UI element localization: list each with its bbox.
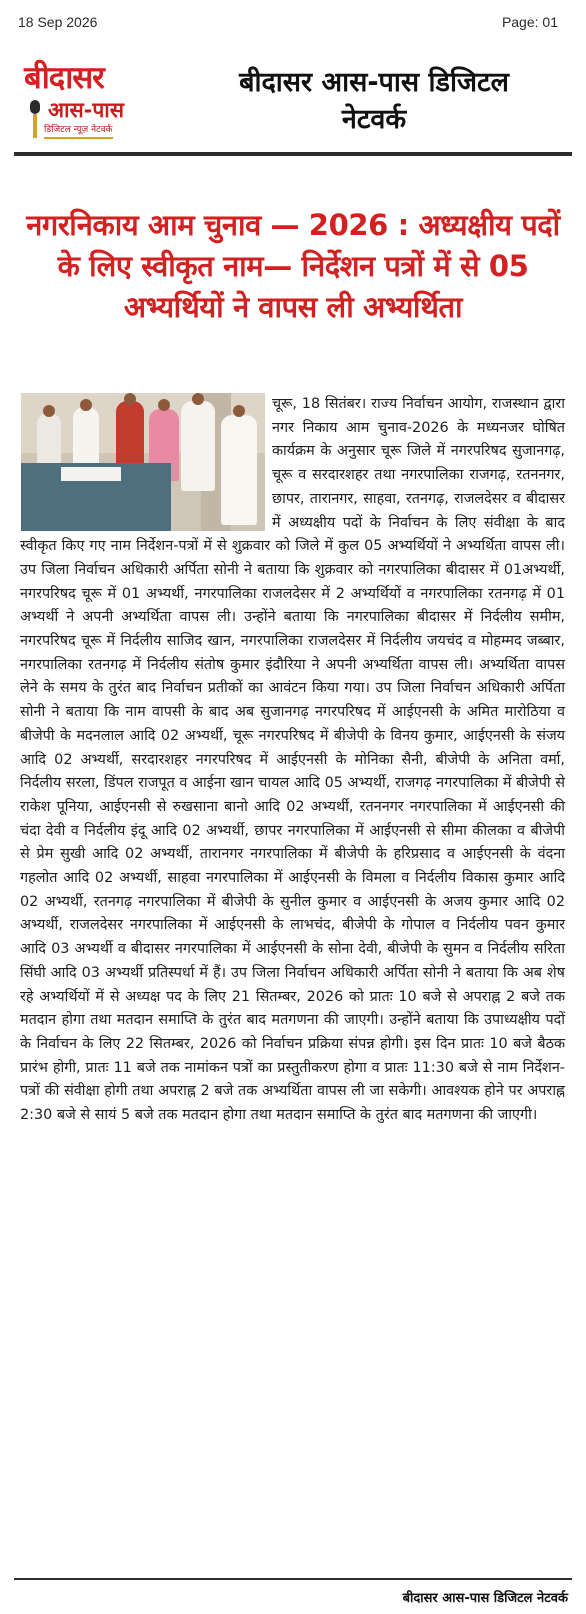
logo-sub-text: आस-पास	[48, 98, 124, 122]
brand-logo	[24, 60, 174, 142]
article-body-text: चूरू, 18 सितंबर। राज्य निर्वाचन आयोग, राजस्थान द्वारा नगर निकाय आम चुनाव-2026 के मध्यनजर घोषित कार्यक्रम के अनुसार चूरू जिले में नगरपरिषद सुजानगढ़, चूरू व सरदारशहर तथा नगरपालिका राजगढ़, रतननगर, छापर, तारानगर, साहवा, रतनगढ़, राजलदेसर व बीदासर में अध्यक्षीय पदों के निर्वाचन के लिए संवीक्षा के बाद स्वीकृत किए गए नाम निर्देशन-पत्रों में से शुक्रवार को जिले में कुल 05 अभ्यर्थियों ने अभ्यर्थिता वापस ली। उप जिला निर्वाचन अधिकारी अर्पिता सोनी ने बताया कि शुक्रवार को नगरपालिका बीदासर में 01अभ्यर्थी, नगरपरिषद चूरू में 01 अभ्यर्थी, नगरपालिका राजलदेसर में 2 अभ्यर्थियों व नगरपालिका रतनगढ़ में 01 अभ्यर्थी ने अपनी अभ्यर्थिता वापस ली। उन्होंने बताया कि नगरपालिका बीदासर में निर्दलीय समीम, नगरपरिषद चूरू में निर्दलीय साजिद खान, नगरपालिका राजलदेसर में निर्दलीय जयचंद व मोहम्मद जब्बार, नगरपालिका रतनगढ़ में निर्दलीय संतोष कुमार इंदौरिया ने अपनी अभ्यर्थिता वापस ली। अभ्यर्थिता वापस लेने के समय के तुरंत बाद निर्वाचन प्रतीकों का आवंटन किया गया। उप जिला निर्वाचन अधिकारी अर्पिता सोनी ने बताया कि नाम वापसी के बाद अब सुजानगढ़ नगरपरिषद में आईएनसी के अमित मारोठिया व बीजेपी के मदनलाल आदि 02 अभ्यर्थी, चूरू नगरपरिषद में बीजेपी के विनय कुमार, आईएनसी के संजय आदि 02 अभ्यर्थी, सरदारशहर नगरपरिषद में आईएनसी के मोनिका सैनी, बीजेपी के अनिता वर्मा, निर्दलीय सरला, डिंपल राजपूत व आईना खान चायल आदि 05 अभ्यर्थी, राजगढ़ नगरपालिका में बीजेपी से राकेश पूनिया, आईएनसी से रुखसाना बानो आदि 02 अभ्यर्थी, रतननगर नगरपालिका में आईएनसी की चंदा देवी व निर्दलीय इंदू आदि 02 अभ्यर्थी, छापर नगरपालिका में आईएनसी से सीमा कीलका व बीजेपी से प्रेम सुखी आदि 02 अभ्यर्थी, तारानगर नगरपालिका में बीजेपी के हरिप्रसाद व आईएनसी के वंदना गहलोत आदि 02 अभ्यर्थी, साहवा नगरपालिका में आईएनसी के विमला व निर्दलीय विकास कुमार आदि 02 अभ्यर्थी, रतनगढ़ नगरपालिका में बीजेपी के सुनील कुमार व आईएनसी के अजय कुमार आदि 02 अभ्यर्थी, राजलदेसर नगरपालिका में आईएनसी के लाभचंद, बीजेपी के गोपाल व निर्दलीय पवन कुमार आदि 03 अभ्यर्थी व बीदासर नगरपालिका में आईएनसी के सोना देवी, बीजेपी के सुमन व निर्दलीय सरिता सिंघी आदि 03 अभ्यर्थी प्रतिस्पर्धा में हैं। उप जिला निर्वाचन अधिकारी अर्पिता सोनी ने बताया कि अब शेष रहे अभ्यर्थियों में से अध्यक्ष पद के लिए 21 सितम्बर, 2026 को प्रातः 10 बजे से अपराह्न 2 बजे तक मतदान होगा तथा मतदान समाप्ति के तुरंत बाद मतगणना की जाएगी। उन्होंने बताया कि उपाध्यक्षीय पदों के निर्वाचन के लिए 22 सितम्बर, 2026 को निर्वाचन प्रक्रिया संपन्न होगी। इस दिन प्रातः 10 बजे बैठक प्रारंभ होगी, प्रातः 11 बजे तक नामांकन पत्रों का प्रस्तुतीकरण होगा व प्रातः 11:30 बजे से नाम निर्देशन-पत्रों की संवीक्षा होगी तथा अपराह्न 2 बजे तक अभ्यर्थिता वापस ली जा सकेगी। आवश्यक होने पर अपराह्न 2:30 बजे से सायं 5 बजे तक मतदान होगा तथा मतदान समाप्ति के तुरंत बाद मतगणना की जाएगी।	[20, 396, 565, 1124]
footer-brand: बीदासर आस-पास डिजिटल नेटवर्क	[402, 1591, 568, 1606]
masthead	[14, 52, 572, 150]
logo-tagline: डिजिटल न्यूज़ नेटवर्क	[44, 124, 113, 139]
issue-date: 18 Sep 2026	[18, 14, 98, 30]
page-header-bar	[0, 0, 586, 44]
microphone-icon	[28, 100, 42, 140]
article-headline: नगरनिकाय आम चुनाव — 2026 : अध्यक्षीय पदों के लिए स्वीकृत नाम— निर्देशन पत्रों में से 05 अभ्यर्थियों ने वापस ली अभ्यर्थिता	[26, 208, 560, 324]
article-photo	[21, 393, 265, 531]
logo-main-text: बीदासर	[24, 60, 104, 96]
header-divider	[14, 152, 572, 156]
footer-divider	[14, 1578, 572, 1580]
page-number: Page: 01	[501, 14, 558, 30]
network-title: बीदासर आस-पास डिजिटल नेटवर्क	[239, 67, 509, 135]
